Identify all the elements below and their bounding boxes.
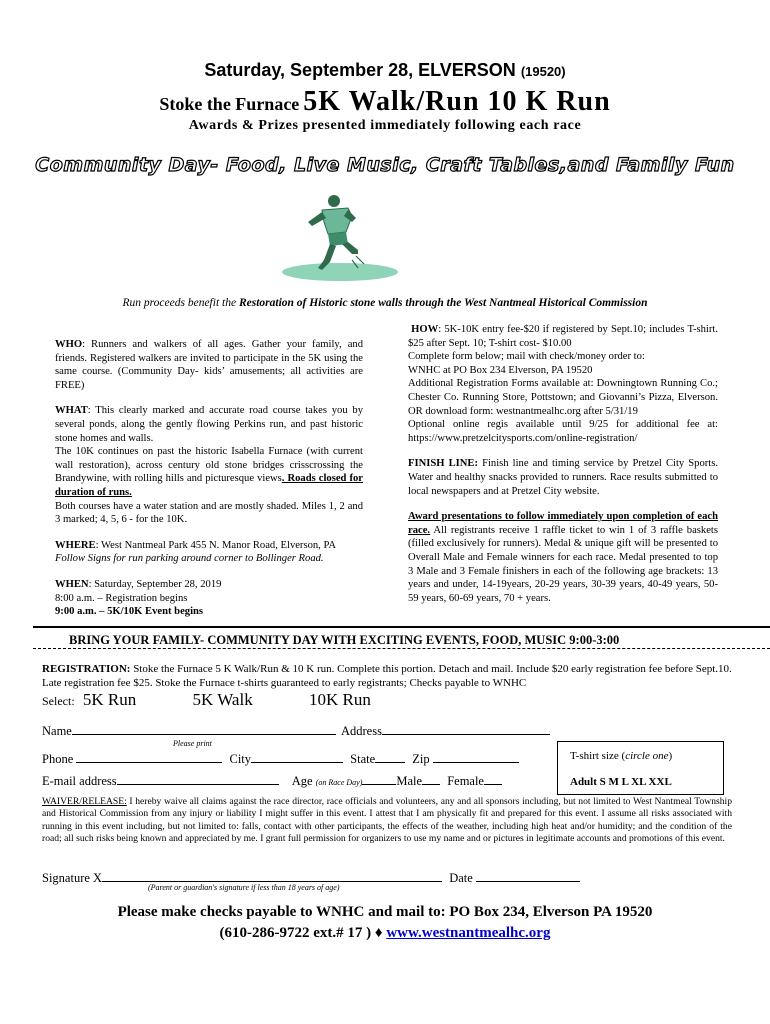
benefit-prefix: Run proceeds benefit the (122, 297, 239, 309)
title-small: Stoke the Furnace (159, 94, 300, 114)
signature-label: Signature X (42, 871, 103, 885)
runner-head (328, 195, 340, 207)
community-day-heading: BRING YOUR FAMILY- COMMUNITY DAY WITH EXCITING EVENTS, FOOD, MUSIC 9:00-3:00 (69, 633, 620, 647)
event-zip: (19520) (520, 64, 566, 79)
water-paragraph (55, 500, 363, 527)
who-label: WHO (55, 339, 83, 350)
title-big: 5K Walk/Run 10 K Run (303, 86, 611, 117)
female-label[interactable]: Female (447, 774, 484, 788)
registration-instructions (42, 662, 732, 690)
phone-field[interactable] (76, 750, 222, 763)
age-field[interactable] (362, 772, 396, 785)
benefit-bold: Restoration of Historic stone walls through the West Nantmeal Historical Commission (238, 297, 648, 309)
where-text: : West Nantmeal Park 455 N. Manor Road, Elverson, PA (95, 539, 337, 551)
male-label[interactable]: Male (396, 774, 423, 788)
signature-note: (Parent or guardian's signature if less than 18 years of age) (148, 883, 340, 892)
waiver-label: WAIVER/RELEASE: (42, 796, 127, 807)
runner-leg-right (342, 242, 358, 254)
age-note: (on Race Day) (315, 778, 363, 787)
runner-arm-left (308, 212, 326, 226)
option-5k-walk[interactable]: 5K Walk (192, 690, 253, 709)
when-event: 9:00 a.m. – 5K/10K Event begins (55, 606, 204, 618)
what-10k-text: The 10K continues on past the historic Isabella Furnace (with current wall restoration), across century old stone bridges crisscrossing the Brandywine, with rolling hills and picturesque views (55, 446, 363, 485)
address-label: Address (340, 724, 382, 738)
award-label: Award presentations to follow immediately upon completion of each race. (408, 511, 718, 536)
how-paragraph (408, 323, 718, 445)
tshirt-label-close: ) (668, 750, 673, 762)
runner-ground-shadow (282, 263, 398, 281)
registration-text: Stoke the Furnace 5 K Walk/Run & 10 K run. Complete this portion. Detach and mail. Include $20 early registration fee before Sept.10. Late registration fee $25. Stoke the Furnace t-shirts guaranteed to early registrants; Checks payable to WNHC (42, 663, 732, 689)
tshirt-sizes[interactable]: Adult S M L XL XXL (570, 776, 672, 788)
how-additional: Additional Registration Forms available at: Downingtown Running Co.; Chester Co. Running Store, Pottstown; and Giovanni’s Pizza, Elverson. OR download form: westnantmealhc.org after 5/31/19 (408, 378, 718, 417)
city-label: City (229, 752, 252, 766)
roads-closed-notice: . Roads closed for duration of runs. (55, 473, 363, 498)
cut-line (33, 648, 770, 649)
divider-rule (33, 626, 770, 628)
female-field[interactable] (484, 772, 502, 785)
zip-label: Zip (412, 752, 430, 766)
finish-text: Finish line and timing service by Pretzel City Sports. Water and healthy snacks provided to runners. Race results submitted to local newspapers and at Pretzel City website. (408, 458, 718, 497)
left-column (55, 338, 363, 631)
event-title (0, 86, 770, 118)
state-field[interactable] (375, 750, 405, 763)
tshirt-label-line (570, 750, 723, 762)
how-complete: Complete form below; mail with check/money order to: (408, 351, 645, 363)
how-label: HOW (411, 324, 439, 335)
email-field[interactable] (117, 772, 279, 785)
award-text: All registrants receive 1 raffle ticket to win 1 of 3 raffle baskets (filled exclusively for runners). Medal & unique gift will be presented to Overall Male and Female winners for each race. Medal presented to top 3 Male and 3 Female finishers in each of the following age brackets: 13 years and under, 14-19years, 20-29 years, 30-39 years, 40-49 years, 50-59 years, 60-69 years, 70 + years. (408, 524, 718, 604)
when-label: WHEN (55, 578, 89, 590)
how-text: : 5K-10K entry fee-$20 if registered by Sept.10; includes T-shirt. $25 after Sept. 10; T-shirt cost- $10.00 (408, 324, 718, 349)
contact-line (0, 925, 770, 942)
email-row (42, 772, 502, 789)
benefit-line (0, 297, 770, 309)
when-text: : Saturday, September 28, 2019 (88, 578, 222, 590)
finish-label: FINISH LINE: (408, 458, 479, 470)
awards-subtitle: Awards & Prizes presented immediately following each race (188, 118, 582, 133)
how-address: WNHC at PO Box 234 Elverson, PA 19520 (408, 364, 593, 376)
phone-label: Phone (42, 752, 74, 766)
date-label: Date (449, 871, 473, 885)
how-online: Optional online regis available until 9/25 for additional fee at: https://www.pretzelcitysports.com/online-registration/ (408, 419, 718, 444)
where-label: WHERE (55, 539, 96, 551)
who-text: : Runners and walkers of all ages. Gather your family, and friends. Registered walkers are invited to participate in the 5K using the same course. (Community Day- kids’ amusements; all activities are FREE) (55, 339, 363, 391)
award-paragraph (408, 510, 718, 605)
registration-label: REGISTRATION: (42, 663, 131, 675)
community-day-banner: Community Day- Food, Live Music, Craft Tables,and Family Fun (35, 154, 735, 176)
checks-payable-line: Please make checks payable to WNHC and mail to: PO Box 234, Elverson PA 19520 (117, 904, 653, 920)
what-label: WHAT (55, 405, 88, 417)
select-label: Select: (42, 694, 75, 708)
tshirt-label: T-shirt size ( (570, 750, 626, 762)
what-paragraph (55, 404, 363, 445)
tshirt-size-box (557, 741, 724, 795)
zip-field[interactable] (433, 750, 519, 763)
city-field[interactable] (251, 750, 343, 763)
name-label: Name (42, 724, 72, 738)
address-field[interactable] (382, 722, 550, 735)
runner-illustration (268, 192, 408, 284)
name-row (42, 722, 550, 739)
right-column (408, 323, 718, 617)
race-select-row (42, 690, 371, 710)
tshirt-circle-instruction: circle one (625, 750, 669, 762)
what-text: : This clearly marked and accurate road course takes you by several ponds, along the gently flowing Perkins run, and past historic stone homes and walls. (55, 405, 363, 444)
date-field[interactable] (476, 869, 580, 882)
please-print-note: Please print (173, 739, 212, 748)
water-text: Both courses have a water station and are mostly shaded. Miles 1, 2 and 3 marked; 4, 5, 6 - for the 10K. (55, 500, 363, 526)
website-link[interactable]: www.westnantmealhc.org (386, 925, 551, 941)
waiver-release (42, 796, 732, 846)
event-date: Saturday, September 28, ELVERSON (204, 60, 516, 80)
age-label: Age (291, 774, 313, 788)
event-date-line (0, 60, 770, 81)
option-10k-run[interactable]: 10K Run (308, 690, 371, 709)
email-label: E-mail address (42, 774, 117, 788)
where-paragraph (55, 539, 363, 566)
signature-field[interactable] (102, 869, 442, 882)
when-registration: 8:00 a.m. – Registration begins (55, 592, 188, 604)
contact-phone: (610-286-9722 ext.# 17 ) ♦ (219, 925, 387, 941)
state-label: State (350, 752, 376, 766)
waiver-text: I hereby waive all claims against the race director, race officials and volunteers, any and all sponsors including, but not limited to West Nantmeal Township and Historical Commission from any injury or liability I might suffer in this event. I attest that I am physically fit and prepared for this event. I assume all risks associated with running in this event including, but not limited to: falls, contact with other participants, the effects of the weather, including high heat and/or humidity; and the condition of the road; all such risks being known and appreciated by me. I grant full permission for organizers to use my name and or pictures in legitimate accounts and promotions of this event. (42, 796, 732, 845)
what-10k-paragraph (55, 445, 363, 499)
option-5k-run[interactable]: 5K Run (82, 690, 137, 709)
where-parking-note: Follow Signs for run parking around corner to Bollinger Road. (55, 553, 324, 565)
name-field[interactable] (72, 722, 336, 735)
finish-paragraph (408, 457, 718, 498)
male-field[interactable] (422, 772, 440, 785)
when-paragraph (55, 578, 363, 619)
phone-row (42, 750, 519, 767)
who-paragraph (55, 338, 363, 392)
